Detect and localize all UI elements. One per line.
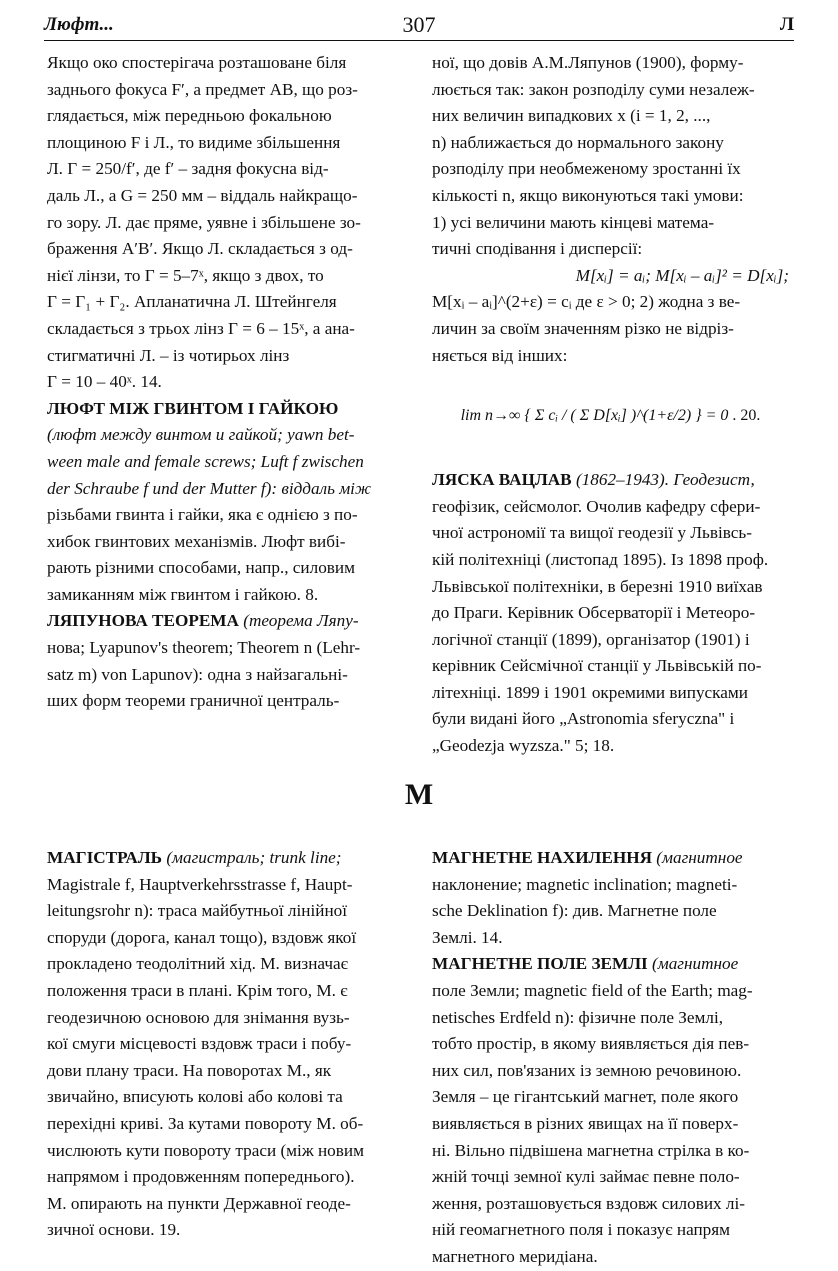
magistral-line: М. опирають на пункти Державної геоде- bbox=[47, 1193, 351, 1213]
magistral-gloss: (магистраль; trunk line; bbox=[162, 848, 342, 867]
luft-line: ween male and female screws; Luft f zwischen bbox=[47, 451, 364, 471]
mag-field-line: них сил, пов'язаних із земною речовиною. bbox=[432, 1060, 742, 1080]
luft-line: (люфт между винтом и гайкой; yawn bet- bbox=[47, 425, 355, 445]
entry-luft-line-0 bbox=[47, 396, 408, 423]
mag-field-gloss: (магнитное bbox=[647, 954, 739, 974]
conditions-line: M[xᵢ – aᵢ]^(2+ε) = cᵢ де ε > 0; 2) жодна з ве- bbox=[432, 292, 741, 312]
magistral-term: МАГІСТРАЛЬ bbox=[47, 848, 163, 867]
lyaska-line: літехніці. 1899 і 1901 окремими випусками bbox=[432, 682, 748, 702]
paragraph-lyapunov-continued bbox=[432, 50, 789, 263]
magistral-line: зичної основи. 19. bbox=[47, 1220, 181, 1240]
mag-field-line: виявляється в різних явищах на її поверх- bbox=[432, 1113, 739, 1133]
header-rule bbox=[44, 40, 794, 41]
section-letter: М bbox=[404, 778, 434, 811]
luft-line: замиканням між гвинтом і гайкою. 8. bbox=[47, 584, 319, 604]
lyapunov-cont-line: 1) усі величини мають кінцеві матема- bbox=[432, 212, 715, 232]
luft-line: рають різними способами, напр., силовим bbox=[47, 558, 355, 578]
mag-inclination-line: Землі. 14. bbox=[432, 927, 503, 947]
mag-field-line: ній геомагнетного поля і показує напрям bbox=[432, 1220, 731, 1240]
magistral-line bbox=[47, 845, 408, 872]
lyaska-line: Львівської політехніки, в березні 1910 виїхав bbox=[432, 576, 763, 596]
header-right: Л bbox=[779, 14, 794, 35]
mag-inclination-term: МАГНЕТНЕ НАХИЛЕННЯ bbox=[432, 848, 652, 867]
lupa-line: глядається, між передньою фокальною bbox=[47, 106, 332, 126]
magistral-line: положення траси в плані. Крім того, М. є bbox=[47, 980, 348, 1000]
lyapunov-line: satz m) von Lapunov): одна з найзагальні- bbox=[47, 664, 348, 684]
column-1 bbox=[47, 50, 408, 715]
mag-field-line: поле Земли; magnetic field of the Earth; mag- bbox=[432, 980, 753, 1000]
mag-field-line: магнетного меридіана. bbox=[432, 1246, 598, 1266]
lyapunov-cont-line: розподілу при необмеженому зростанні їх bbox=[432, 159, 741, 179]
lyaska-line: чної астрономії та вищої геодезії у Львівсь- bbox=[432, 523, 752, 543]
mag-field-line: ження, розташовується вздовж силових лі- bbox=[432, 1193, 746, 1213]
term-luft: ЛЮФТ МІЖ ГВИНТОМ І ГАЙКОЮ bbox=[47, 398, 339, 418]
magistral-line: leitungsrohr n): траса майбутньої лінійної bbox=[47, 901, 348, 921]
lupa-line: нієї лінзи, то Г = 5–7ˣ, якщо з двох, то bbox=[47, 265, 324, 285]
conditions-line: няється від інших: bbox=[432, 345, 568, 365]
lupa-line: Л. Г = 250/f′, де f′ – задня фокусна від- bbox=[47, 159, 329, 179]
lyapunov-line: ших форм теореми граничної централь- bbox=[47, 691, 340, 711]
lupa-line: Г = 10 – 40ˣ. 14. bbox=[47, 372, 162, 392]
lupa-line: складається з трьох лінз Г = 6 – 15ˣ, а ана- bbox=[47, 318, 355, 338]
column-2 bbox=[432, 50, 789, 760]
equation-expectation: M[xᵢ] = aᵢ; M[xᵢ – aᵢ]² = D[xᵢ]; bbox=[575, 265, 789, 285]
magistral-line: Magistrale f, Hauptverkehrsstrasse f, Haupt- bbox=[47, 874, 353, 894]
mag-field-line: ні. Вільно підвішена магнетна стрілка в ко- bbox=[432, 1140, 750, 1160]
luft-line: різьбами гвинта і гайки, яка є однією з по- bbox=[47, 505, 358, 525]
lyaska-line: кій політехніці (листопад 1895). Із 1898 проф. bbox=[432, 549, 769, 569]
lupa-line: го зору. Л. дає пряме, уявне і збільшене зо- bbox=[47, 212, 361, 232]
conditions-line: личин за своїм значенням різко не відріз- bbox=[432, 318, 734, 338]
entry-luft bbox=[47, 396, 408, 609]
lyaska-line: керівник Сейсмічної станції у Львівській по- bbox=[432, 656, 762, 676]
paragraph-lupa-continued bbox=[47, 50, 408, 396]
lyaska-line bbox=[432, 467, 789, 494]
lyapunov-cont-line: n) наближається до нормального закону bbox=[432, 132, 724, 152]
magistral-line: напрямом і продовженням попереднього). bbox=[47, 1167, 355, 1187]
lupa-line: площиною F і Л., то видиме збільшення bbox=[47, 132, 341, 152]
mag-inclination-line bbox=[432, 845, 789, 872]
entry-magnetic-field bbox=[432, 951, 789, 1270]
mag-field-term: МАГНЕТНЕ ПОЛЕ ЗЕМЛІ bbox=[432, 954, 648, 974]
entry-lyapunov bbox=[47, 608, 408, 714]
lyapunov-cont-line: них величин випадкових x (i = 1, 2, ..., bbox=[432, 106, 711, 126]
magistral-line: прокладено теодолітний хід. М. визначає bbox=[47, 954, 348, 974]
mag-field-line bbox=[432, 951, 789, 978]
lyaska-line: були видані його „Astronomia sferyczna" і bbox=[432, 709, 735, 729]
entry-lyaska bbox=[432, 467, 789, 760]
lupa-line: браження A′B′. Якщо Л. складається з од- bbox=[47, 239, 353, 259]
luft-line: der Schraube f und der Mutter f): віддаль між bbox=[47, 478, 371, 498]
lyaska-gloss: (1862–1943). Геодезист, bbox=[571, 470, 755, 490]
mag-field-line: Земля – це гігантський магнет, поле якого bbox=[432, 1087, 739, 1107]
lyaska-term: ЛЯСКА ВАЦЛАВ bbox=[432, 470, 572, 490]
lupa-line: заднього фокуса F′, а предмет AB, що роз- bbox=[47, 79, 358, 99]
lupa-line: Г = Г₁ + Г₂. Апланатична Л. Штейнгеля bbox=[47, 292, 337, 312]
magistral-line: дови плану траси. На поворотах М., як bbox=[47, 1060, 332, 1080]
lyapunov-cont-line: ної, що довів А.М.Ляпунов (1900), форму- bbox=[432, 53, 744, 72]
lyaska-line: геофізик, сейсмолог. Очолив кафедру сфери- bbox=[432, 496, 761, 516]
lyapunov-cont-line: люється так: закон розподілу суми незалеж- bbox=[432, 79, 755, 99]
lyaska-line: до Праги. Керівник Обсерваторії і Метеоро- bbox=[432, 603, 756, 623]
lupa-line: Якщо око спостерігача розташоване біля bbox=[47, 53, 347, 72]
lyapunov-line bbox=[47, 608, 408, 635]
lyapunov-term: ЛЯПУНОВА ТЕОРЕМА bbox=[47, 611, 239, 631]
mag-inclination-line: sche Deklination f): див. Магнетне поле bbox=[432, 901, 717, 921]
luft-line: хибок гвинтових механізмів. Люфт вибі- bbox=[47, 531, 346, 551]
magistral-line: геодезичною основою для знімання вузь- bbox=[47, 1007, 350, 1027]
entry-magnetic-inclination bbox=[432, 845, 789, 951]
lyapunov-line: нова; Lyapunov's theorem; Theorem n (Lehr- bbox=[47, 638, 361, 658]
mag-field-line: тобто простір, в якому виявляється дія пев- bbox=[432, 1034, 750, 1054]
magistral-line: кої смуги місцевості вздовж траси і побу- bbox=[47, 1034, 352, 1054]
lupa-line: даль Л., а G = 250 мм – віддаль найкращо- bbox=[47, 185, 358, 205]
lyaska-line: „Geodezja wyzsza." 5; 18. bbox=[432, 736, 615, 756]
mag-inclination-gloss: (магнитное bbox=[651, 848, 743, 867]
column-4 bbox=[432, 845, 789, 1271]
lyaska-line: логічної станції (1899), організатор (1901) і bbox=[432, 629, 750, 649]
lyapunov-cont-line: тичні сподівання і дисперсії: bbox=[432, 239, 643, 259]
lyapunov-cont-line: кількості n, якщо виконуються такі умови: bbox=[432, 185, 744, 205]
limit-suffix: . 20. bbox=[732, 406, 761, 424]
limit-formula: lim n→∞ { Σ cᵢ / ( Σ D[xᵢ] )^(1+ε/2) } = 0 bbox=[460, 406, 729, 424]
magistral-line: перехідні криві. За кутами повороту М. об- bbox=[47, 1113, 364, 1133]
mag-field-line: netisches Erdfeld n): фізичне поле Землі, bbox=[432, 1007, 724, 1027]
entry-magistral bbox=[47, 845, 408, 1244]
page-number: 307 bbox=[402, 12, 436, 37]
lupa-line: стигматичні Л. – із чотирьох лінз bbox=[47, 345, 290, 365]
mag-field-line: жній точці земної кулі займає певне поло- bbox=[432, 1167, 740, 1187]
column-3 bbox=[47, 845, 408, 1244]
header-left: Люфт... bbox=[44, 14, 114, 35]
lyapunov-gloss: (теорема Ляпу- bbox=[238, 611, 359, 631]
limit-equation bbox=[432, 383, 789, 449]
magistral-line: звичайно, вписують колові або колові та bbox=[47, 1087, 343, 1107]
mag-inclination-line: наклонение; magnetic inclination; magneti- bbox=[432, 874, 738, 894]
magistral-line: споруди (дорога, канал тощо), вздовж якої bbox=[47, 927, 357, 947]
paragraph-conditions bbox=[432, 289, 789, 369]
magistral-line: числюють кути повороту траси (між новим bbox=[47, 1140, 364, 1160]
